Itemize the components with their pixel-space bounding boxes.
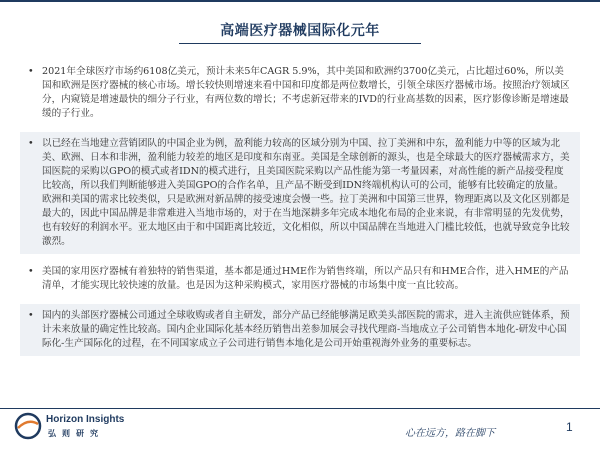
page-title: 高端医疗器械国际化元年 (220, 23, 380, 39)
paragraph-text: 美国的家用医疗器械有着独特的销售渠道，基本都是通过HME作为销售终端，所以产品只有和HME合作，进入HME的产品清单，才能实现比较快速的放量。也是因为这种采购模式，家用医疗器械的市场集中度一直比较高。 (42, 266, 569, 291)
page-number: 1 (566, 420, 573, 434)
paragraph-text: 以已经在当地建立营销团队的中国企业为例，盈利能力较高的区域分别为中国、拉丁美洲和中东，盈利能力中等的区域为北美、欧洲、日本和非洲，盈利能力较差的地区是印度和东南亚。美国是全球创新的源头，也是全球最大的医疗器械需求方，美国医院的采购以GPO的模式或者IDN的模式进行，且美国医院采购以产品性能为第一考量因素，对高性能的新产品接受程度比较高，所以我们判断能够进入美国GPO的合作名单，且产品不断受到IDN终端机构认可的公司，能够有比较确定的放量。欧洲和美国的需求比较类似，只是欧洲对新品牌的接受速度会慢一些。拉丁美洲和中国第三世界，物理距离以及文化区别都是最大的，因此中国品牌是非常难进入当地市场的，对于在当地深耕多年完成本地化布局的企业来说，有非常明显的先发优势，也有较好的利润水平。亚太地区由于和中国距离比较近，文化相似，所以中国品牌在当地进入门槛比较低，也就导致竞争比较激烈。 (42, 138, 570, 247)
bullet-icon: • (28, 310, 34, 321)
top-rule (0, 0, 600, 2)
bullet-icon: • (28, 66, 34, 77)
paragraph-text: 国内的头部医疗器械公司通过全球收购或者自主研发，部分产品已经能够满足欧美头部医院的需求，进入主流供应链体系，预计未来放量的确定性比较高。国内企业国际化基本经历销售出差参加展会寻找代理商-当地成立子公司销售本地化-研发中心国际化-生产国际化的过程，在不同国家成立子公司进行销售本地化是公司开始重视海外业务的重要标志。 (42, 310, 570, 349)
company-logo (14, 412, 134, 446)
footer-slogan: 心在远方，路在脚下 (405, 428, 495, 439)
logo-mark-icon (14, 412, 42, 440)
paragraph-block-3 (20, 260, 580, 298)
paragraph-block-4 (20, 304, 580, 356)
bullet-icon: • (28, 138, 34, 149)
paragraph-block-2 (20, 132, 580, 254)
footer-rule (0, 408, 600, 409)
logo-chinese-name: 弘则研究 (48, 429, 104, 438)
paragraph-text: 2021年全球医疗市场约6108亿美元，预计未来5年CAGR 5.9%，其中美国和欧洲约3700亿美元，占比超过60%，所以美国和欧洲是医疗器械的核心市场。增长较快则增速来看中国和印度都是两位数增长，引领全球医疗器械市场。按照治疗领域区分，内窥镜是增速最快的细分子行业，有两位数的增长；不考虑新冠带来的IVD的行业高基数的因素，医疗影像诊断是增速最缓的子行业。 (42, 66, 570, 119)
title-underline (179, 43, 421, 44)
paragraph-block-1 (20, 60, 580, 126)
content-area (20, 60, 580, 390)
bullet-icon: • (28, 266, 34, 277)
logo-english-name: Horizon Insights (46, 414, 125, 425)
